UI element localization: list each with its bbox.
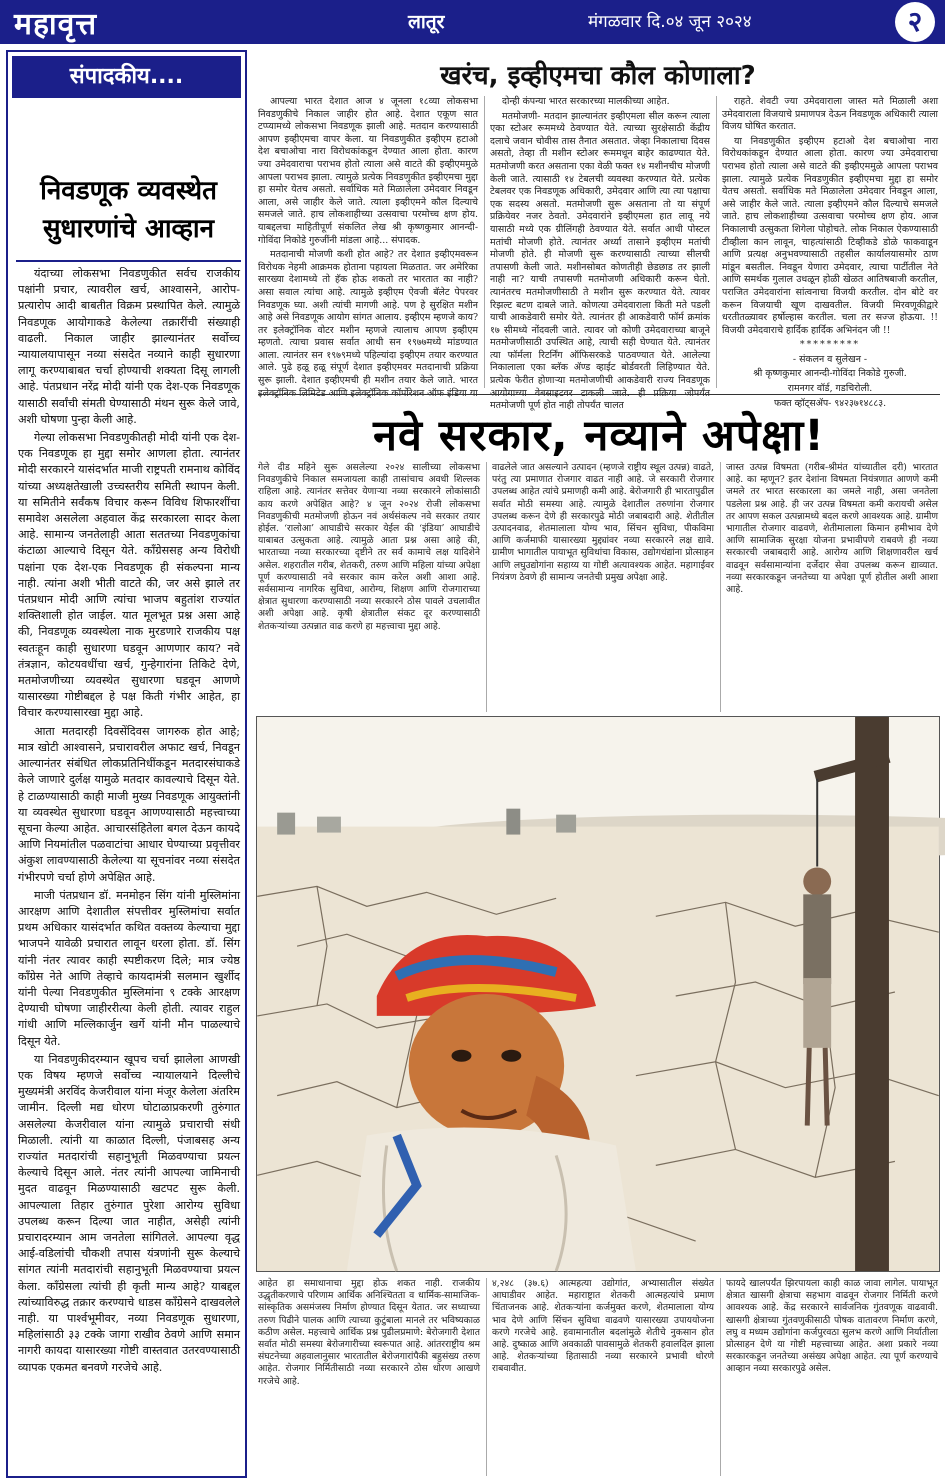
main-article-column-1: गेले दीड महिने सुरू असलेल्या २०२४ सालीच्या लोकसभा निवडणुकीचे निकाल समजायला काही तासांचाच अवधी शिल्लक राहिला आहे. त्यानंतर सत्तेवर येणाऱ्या नव्या सरकारने लोकांसाठी काय करणे अपेक्षित आहे? ४ जून २०२४ रोजी लोकसभा निवडणुकीची मतमोजणी होऊन नवं अर्थसंकल्प नवे सरकार तयार होईल. ‘रालोआ’ आघाडीचे सरकार येईल की ‘इंडिया’ आघाडीचे याबाबत उत्सुकता आहे. त्यामुळे आता प्रश्न असा आहे की, भारताच्या नव्या सरकारच्या दृष्टीने तर सर्व कामाचे लक्ष यादिशेने असेल. शहरातील गरीब, शेतकरी, तरुण आणि महिला यांच्या अपेक्षा पूर्ण करण्यासाठी नवे सरकार काम करेल अशी आशा आहे. सर्वसामान्य नागरिक सुविधा, आरोग्य, शिक्षण आणि रोजगाराच्या क्षेत्रात सुधारणा करण्यासाठी नव्या सरकारने ठोस पावले उचलावीत अशी अपेक्षा आहे. कृषी क्षेत्रातील संकट दूर करण्यासाठी शेतकऱ्यांच्या उत्पन्नात वाढ करणे हा महत्त्वाचा मुद्दा आहे. bbox=[258, 462, 480, 632]
editorial-section-label: संपादकीय.... bbox=[12, 56, 241, 98]
evm-article-column-3 bbox=[722, 96, 938, 409]
author-credit-line: फक्त व्हॉट्सॲप- ९४२३७१४८८३. bbox=[773, 397, 887, 409]
editorial-body bbox=[18, 266, 240, 1471]
newspaper-title: महावृत्त bbox=[14, 7, 98, 42]
column-rule bbox=[720, 1278, 721, 1476]
drought-farmer-illustration bbox=[256, 716, 940, 1272]
evm-article-headline: खरंच, इव्हीएमचा कौल कोणाला? bbox=[440, 61, 756, 91]
article-paragraph: राहते. शेवटी ज्या उमेदवाराला जास्त मते मिळाली अशा उमेदवाराला विजयाचे प्रमाणपत्र देऊन निवडणूक अधिकारी त्याला विजय घोषित करतात. bbox=[722, 96, 938, 133]
editorial-paragraph: यंदाच्या लोकसभा निवडणुकीत सर्वच राजकीय पक्षांनी प्रचार, त्यावरील खर्च, आश्वासने, आरोप-प्रत्यारोप आदी बाबतीत विक्रम प्रस्थापित केले. त्यामुळे निवडणूक आयोगाकडे केलेल्या तक्रारींची संख्याही वाढली. निकाल जाहीर झाल्यानंतर सर्वोच्च न्यायालयापासून नव्या संसदेत नव्याने काही सुधारणा लागू करण्याबाबत चर्चा होण्याची शक्यता दिसू लागली आहे. पंतप्रधान नरेंद्र मोदी यांनी एक देश-एक निवडणूक यासाठी सर्वांची संमती घेण्यासाठी मंथन सुरू केले जावे, अशी घोषणा पुन्हा केली आहे. bbox=[18, 267, 240, 426]
author-credit-line: - संकलन व सुलेखन - bbox=[792, 353, 868, 365]
main-article-headline: नवे सरकार, नव्याने अपेक्षा! bbox=[373, 411, 825, 461]
main-article-bottom-column-2: ४,२४८ (३७.६) आत्महत्या उद्योगांत, अभ्यासातील संख्येत आघाडीवर आहेत. महाराष्ट्रात शेतकरी आत्महत्यांचे प्रमाण चिंताजनक आहे. शेतकऱ्यांना कर्जमुक्त करणे, शेतमालाला योग्य भाव देणे आणि सिंचन सुविधा वाढवणे यासारख्या उपाययोजना करणे गरजेचे आहे. हवामानातील बदलांमुळे शेतीचे नुकसान होत आहे. दुष्काळ आणि अवकाळी पावसामुळे शेतकरी हवालदिल झाला आहे. शेतकऱ्यांच्या हितासाठी नव्या सरकारने प्रभावी धोरणे राबवावीत. bbox=[492, 1278, 714, 1375]
page-number: २ bbox=[895, 2, 935, 42]
main-article-column-3: जास्त उत्पन्न विषमता (गरीब-श्रीमंत यांच्यातील दरी) भारतात आहे. का म्हणून? इतर देशांना विषमता नियंत्रणात आणणे कमी जमले तर भारत सरकारला का जमले नाही, असा जनतेला पडलेला प्रश्न आहे. ही जर उत्पन्न विषमता कमी करायची असेल तर आपण सकल उत्पन्नामध्ये बदल करणे आवश्यक आहे. ग्रामीण भागातील रोजगार वाढवणे, शेतीमालाला किमान हमीभाव देणे आणि सामाजिक सुरक्षा योजना प्रभावीपणे राबवणे ही नव्या सरकारची जबाबदारी आहे. आरोग्य आणि शिक्षणावरील खर्च वाढवून सर्वसामान्यांना दर्जेदार सेवा उपलब्ध करून द्याव्यात. नव्या सरकारकडून जनतेच्या या अपेक्षा पूर्ण होतील अशी आशा आहे. bbox=[726, 462, 938, 596]
editorial-headline-line1: निवडणूक व्यवस्थेत bbox=[40, 176, 217, 206]
separator-stars: ********* bbox=[799, 339, 861, 351]
editorial-headline bbox=[16, 172, 241, 248]
author-credit-line: श्री कृष्णकुमार आनन्दी-गोविंदा निकोडे गुरुजी. bbox=[753, 368, 907, 380]
evm-article-column-2 bbox=[490, 96, 710, 412]
main-article-column-2: वाढलेले जात असल्याने उत्पादन (म्हणजे राष्ट्रीय स्थूल उत्पन्न) वाढते, परंतु त्या प्रमाणात रोजगार वाढत नाही आहे. जे सरकारी रोजगार उपलब्ध आहेत त्यांचे प्रमाणही कमी आहे. बेरोजगारी ही भारतापुढील सर्वात मोठी समस्या आहे. त्यामुळे देशातील तरुणांना रोजगार उपलब्ध करून देणे ही सरकारपुढे मोठी जबाबदारी आहे. शेतीतील उत्पादनवाढ, शेतमालाला योग्य भाव, सिंचन सुविधा, पीकविमा आणि कर्जमाफी यासारख्या मुद्द्यांवर नव्या सरकारने लक्ष द्यावे. ग्रामीण भागातील पायाभूत सुविधांचा विकास, उद्योगधंद्यांना प्रोत्साहन आणि लघुउद्योगांना सहाय्य या गोष्टी अत्यावश्यक आहेत. महागाईवर नियंत्रण ठेवणे ही सामान्य जनतेची प्रमुख अपेक्षा आहे. bbox=[492, 462, 714, 583]
edition-date: मंगळवार दि.०४ जून २०२४ bbox=[588, 12, 752, 32]
main-article-bottom-column-3: फायदे खालपर्यंत झिरपायला काही काळ जावा लागेल. पायाभूत क्षेत्रात खासगी क्षेत्राचा सहभाग वाढवून रोजगार निर्मिती करणे आवश्यक आहे. केंद्र सरकारने सार्वजनिक गुंतवणूक वाढवावी. खासगी क्षेत्राच्या गुंतवणुकीसाठी पोषक वातावरण निर्माण करणे, लघु व मध्यम उद्योगांना कर्जपुरवठा सुलभ करणे आणि निर्यातीला प्रोत्साहन देणे या गोष्टी महत्त्वाच्या आहेत. अशा प्रकारे नव्या सरकारकडून जनतेच्या असंख्य अपेक्षा आहेत. त्या पूर्ण करण्याचे आव्हान नव्या सरकारपुढे असेल. bbox=[726, 1278, 938, 1375]
article-paragraph: आपल्या भारत देशात आज ४ जूनला १८व्या लोकसभा निवडणुकीचे निकाल जाहीर होत आहे. देशात एकूण सात टप्प्यामध्ये लोकसभा निवडणूक झाली आहे. मतदान करण्यासाठी आपण इव्हीएमचा वापर केला. या निवडणुकीत इव्हीएम हटाओ देश बचाओचा नारा विरोधकांकडून देण्यात आला होता. कारण ज्या उमेदवाराचा पराभव होतो त्याला असे वाटते की इव्हीएममुळे आपला पराभव झाला. त्यामुळे प्रत्येक निवडणुकीत इव्हीएमचा मुद्दा हा समोर येतच असतो. सर्वाधिक मते मिळालेला उमेदवार निवडून आला, असे जाहीर केले जाते. त्याला इव्हीएमने कौल दिल्याचे समजले जाते. हाच लोकशाहीच्या उत्सवाचा परमोच्च क्षण होय. याबद्दलचा माहितीपूर्ण संकलित लेख श्री कृष्णकुमार आनन्दी-गोविंदा निकोडे गुरुजींनी मांडला आहे... संपादक. bbox=[258, 96, 478, 246]
editorial-divider bbox=[16, 260, 241, 262]
editorial-headline-line2: सुधारणांचे आव्हान bbox=[42, 214, 215, 244]
column-rule bbox=[486, 1278, 487, 1476]
author-credit-line: रामनगर वॉर्ड, गडचिरोली. bbox=[787, 383, 873, 395]
column-rule bbox=[716, 96, 717, 388]
editorial-paragraph: आता मतदारही दिवसेंदिवस जागरुक होत आहे; मात्र खोटी आश्वासने, प्रचारावरील अफाट खर्च, निवडून आल्यानंतर संबंधित लोकप्रतिनिधींकडून मतदारसंघाकडे केले जाणारे दुर्लक्ष यामुळे मतदार कावल्याचे दिसून येते. हे टाळण्यासाठी काही माजी मुख्य निवडणूक आयुक्तांनी या व्यवस्थेत सुधारणा घडवून आणण्यासाठी महत्त्वाच्या सूचना केल्या आहेत. आचारसंहितेला बगल देऊन कायदे आणि नियमांतील पळवाटांचा आधार घेण्याच्या प्रवृत्तीवर अंकुश लावण्यासाठी केलेल्या या सूचनांवर नव्या संसदेत गंभीरपणे चर्चा होणे अपेक्षित आहे. bbox=[18, 724, 240, 884]
main-article-bottom-column-1: आहेत हा समाधानाचा मुद्दा होऊ शकत नाही. राजकीय उद्धृतीकरणाचे परिणाम आर्थिक अनिश्चितता व धार्मिक-सामाजिक-सांस्कृतिक असमंजस्य निर्माण होण्यात दिसून येतात. जर सध्याच्या तरुण पिढीने पालक आणि त्याच्या कुटुंबाला मानले तर भविष्यकाळ कठीण असेल. महत्त्वाचे आर्थिक प्रश्न पुढीलप्रमाणे: बेरोजगारी देशात सर्वात मोठी समस्या बेरोजगारीच्या स्वरूपात आहे. आंतरराष्ट्रीय श्रम संघटनेच्या अहवालानुसार भारतातील बेरोजगारांपैकी बहुसंख्य तरुण आहेत. रोजगार निर्मितीसाठी नव्या सरकारने ठोस धोरण आखणे गरजेचे आहे. bbox=[258, 1278, 480, 1387]
article-paragraph: मतमोजणी- मतदान झाल्यानंतर इव्हीएमला सील करून त्याला एका स्टोअर रूममध्ये ठेवण्यात येते. त्याच्या सुरक्षेसाठी केंद्रीय दलाचे जवान चोवीस तास तैनात असतात. जेव्हा निकालाचा दिवस असतो, तेव्हा ती मशीन स्टोअर रूममधून बाहेर काढण्यात येते. मतमोजणी करत असताना एका वेळी फक्त १४ मशीनचीच मोजणी केली जाते. त्यासाठी १४ टेबलची व्यवस्था करण्यात येते. प्रत्येक टेबलवर एक निवडणूक अधिकारी, उमेदवार आणि त्या त्या पक्षाचा एक सदस्य असतो. मतमोजणी सुरू असताना तो या संपूर्ण प्रक्रियेवर नजर ठेवतो. उमेदवारांने इव्हीएमला हात लावू नये यासाठी मध्ये एक ग्रीलिंगही ठेवण्यात येते. सर्वात आधी पोस्टल मतांची मोजणी होते. त्यानंतर अर्ध्या तासाने इव्हीएम मतांची मोजणी होते. ही मोजणी सुरू करण्यासाठी त्याच्या सीलची तपासणी केली जाते. मशीनसोबत कोणतीही छेडछाड तर झाली नाही ना? याची तपासणी मतमोजणी अधिकारी करून घेतो. त्यानंतरच मतमोजणीसाठी ते मशीन सुरू करण्यात येते. त्यावर रिझल्ट बटण दाबले जाते. कोणत्या उमेदवाराला किती मते पडली याची आकडेवारी समोर येते. त्यानंतर ही आकडेवारी फॉर्म क्रमांक १७ सीमध्ये नोंदवली जाते. त्यावर जो कोणी उमेदवाराच्या बाजूने मतमोजणीसाठी उपस्थित आहे, त्याची सही घेण्यात येते. त्यानंतर त्या फॉर्मला रिटर्निंग ऑफिसरकडे पाठवण्यात येते. आलेल्या निकालाला एका ब्लॅक ॲण्ड व्हाईट बोर्डवरती लिहिण्यात येते. प्रत्येक फेरीत होणाऱ्या मतमोजणीची आकडेवारी राज्य निवडणूक आयोगाच्या वेबसाइटवर टाकली जाते. ही प्रक्रिया जोपर्यंत मतमोजणी पूर्ण होत नाही तोपर्यंत चालत bbox=[490, 110, 710, 412]
article-paragraph: या निवडणुकीत इव्हीएम हटाओ देश बचाओचा नारा विरोधकांकडून देण्यात आला होता. कारण ज्या उमेदवाराचा पराभव होतो त्याला असे वाटते की इव्हीएममुळे आपला पराभव झाला. त्यामुळे प्रत्येक निवडणुकीत इव्हीएमचा मुद्दा हा समोर येतच असतो. सर्वाधिक मते मिळालेला उमेदवार निवडून आला, असे जाहीर केले जाते. त्याला इव्हीएमने कौल दिल्याचे समजले जाते. हाच लोकशाहीच्या उत्सवाचा परमोच्च क्षण होय. आज निकालाची उत्सुकता शिगेला पोहोचते. लोक निकाल ऐकण्यासाठी टीव्हीला कान लावून, चाहत्यांसाठी टिव्हीकडे डोळे फाकवाडून आणि प्रत्यक्ष अनुभवण्यासाठी तहसील कार्यालयासमोर ठाण मांडून बसतील. निवडून येणारा उमेदवार, त्याचा पार्टीतील नेते आणि समर्थक गुलाल उधळून होळी खेळत आतिषबाजी करतील, पराजित उमेदवारांना सांत्वनाचा विजयी करतील. दोन बोटे वर करून विजयाची खूण दाखवतील. विजयी मिरवणूकीद्वारे धरतीतळ्यावर हर्षोल्हास करतील. चला तर सज्ज होऊया. !! विजयी उमेदवाराचे हार्दिक हार्दिक अभिनंदन जी !! bbox=[722, 135, 938, 336]
editorial-paragraph: या निवडणुकीदरम्यान खूपच चर्चा झालेला आणखी एक विषय म्हणजे सर्वोच्च न्यायालयाने दिल्लीचे मुख्यमंत्री अरविंद केजरीवाल यांना मंजूर केलेला अंतरिम जामीन. दिल्ली मद्य धोरण घोटाळाप्रकरणी तुरुंगात असलेल्या केजरीवाल यांना त्यामुळे प्रचाराची संधी मिळाली. त्यांनी या काळात दिल्ली, पंजाबसह अन्य राज्यांत मतदारांची सहानुभूती मिळवण्याचा प्रयत्न केल्याचे दिसून आले. नंतर त्यांनी आपल्या जामिनाची मुदत वाढवून मिळण्यासाठी खटपट सुरू केली. आपल्याला तिहार तुरुंगात पुरेशा आरोग्य सुविधा उपलब्ध करून दिल्या जात नाहीत, असेही त्यांनी प्रचारादरम्यान आम जनतेला सांगितले. आपल्या वृद्ध आई-वडिलांची चौकशी तपास यंत्रणांनी सुरू केल्याचे सांगत त्यांनी मतदारांची सहानुभूती मिळवण्याचा प्रयत्न केला. काँग्रेसला त्यांची ही कृती मान्य आहे? याबद्दल त्यांच्याविरुद्ध तक्रार करण्याचे धाडस काँग्रेसने दाखवलेले नाही. या पार्श्वभूमीवर, नव्या निवडणूक सुधारणा, महिलांसाठी ३३ टक्के जागा राखीव ठेवणे आणि समान नागरी कायदा यासारख्या गोष्टी वास्तवात उतरवण्यासाठी व्यापक एकमत बनवणे गरजेचे आहे. bbox=[18, 1052, 240, 1374]
section-divider bbox=[258, 394, 940, 395]
column-rule bbox=[484, 96, 485, 388]
column-rule bbox=[486, 462, 487, 712]
edition-city: लातूर bbox=[408, 11, 445, 33]
article-paragraph: मतदानाची मोजणी कशी होत आहे? तर देशात इव्हीएमवरून विरोधक नेहमी आक्रमक होताना पहायला मिळतात. जर अमेरिका सारख्या देशामध्ये तो हॅक होऊ शकतो तर भारतात का नाही? असा सवाल त्यांचा आहे. त्यामुळे इव्हीएम ऐवजी बॅलेट पेपरवर निवडणूक घ्या. अशी त्यांची मागणी आहे. पण हे सुरक्षित मशीन आहे असे निवडणूक आयोग सांगत आलाय. इव्हीएम म्हणजे काय? तर इलेक्ट्रॉनिक वोटर मशीन म्हणजे त्यालाच आपण इव्हीएम म्हणतो. त्याचा प्रवास सर्वात आधी सन १९७७मध्ये मांडण्यात आला. त्यानंतर सन १९७९मध्ये पहिल्यांदा इव्हीएम तयार करण्यात आले. पुढे हळू हळू संपूर्ण देशात इव्हीएमवर मतदानाची प्रक्रिया सुरू झाली. देशात इव्हीएमची ही मशीन तयार केले जाते. भारत इलेक्ट्रॉनिक लिमिटेड आणि इलेक्ट्रॉनिक कॉर्पोरेशन ऑफ इंडिया या bbox=[258, 249, 478, 399]
editorial-paragraph: गेल्या लोकसभा निवडणुकीतही मोदी यांनी एक देश- एक निवडणूक हा मुद्दा समोर आणला होता. त्यानंतर मोदी सरकारने यासंदर्भात माजी राष्ट्रपती रामनाथ कोविंद यांच्या अध्यक्षतेखाली उच्चस्तरीय समिती स्थापन केली. या समितीने सर्वंकष विचार करून विविध शिफारशींचा समावेश असलेला अहवाल केंद्र सरकारला सादर केला आहे. सामान्य जनतेलाही आता सततच्या निवडणुकांचा कंटाळा आल्याचे दिसून येते. काँग्रेससह अन्य विरोधी पक्षांना एक देश-एक निवडणूक ही संकल्पना मान्य नाही. त्यांना अशी भीती वाटते की, जर असे झाले तर पंतप्रधान मोदी आणि त्यांचा भाजप बहुतांश राज्यांत शक्तिशाली होत जाईल. यात मूलभूत प्रश्न असा आहे की, निवडणूक व्यवस्थेला नाक मुरडणारे राजकीय पक्ष स्वतःहून काही सुधारणा घडवून आणणार काय? नवे तंत्रज्ञान, कोटयवधींचा खर्च, गुन्हेगारांना तिकिटे देणे, मतमोजणीच्या व्यवस्थेत सुधारणा घडवून आणणे यासारख्या गोष्टीबद्दल हे पक्ष किती गंभीर आहेत, हा विचार करण्यासारखा मुद्दा आहे. bbox=[18, 431, 240, 720]
article-paragraph: दोन्ही कंपन्या भारत सरकारच्या मालकीच्या आहेत. bbox=[502, 96, 670, 107]
editorial-column bbox=[6, 50, 247, 1478]
masthead bbox=[0, 0, 945, 44]
evm-article-column-1 bbox=[258, 96, 478, 399]
drought-illustration-svg bbox=[257, 717, 939, 1271]
editorial-paragraph: माजी पंतप्रधान डॉ. मनमोहन सिंग यांनी मुस्लिमांना आरक्षण आणि देशातील संपत्तीवर मुस्लिमांचा सर्वात प्रथम अधिकार यासंदर्भात कथित वक्तव्य केल्याचा मुद्दा भाजपने यावेळी प्रचारात लावून धरला होता. डॉ. सिंग यांनी नंतर त्यावर काही स्पष्टीकरण दिले; मात्र ज्येष्ठ काँग्रेस नेते आणि तेव्हाचे कायदामंत्री सलमान खुर्शीद यांनी पेल्या निवडणुकीत मुस्लिमांना ९ टक्के आरक्षण देण्याची घोषणा जाहीररीत्या केली होती. त्यावर राहुल गांधी आणि मल्लिकार्जुन खर्गे यांनी मौन पाळल्याचे दिसून येते. bbox=[18, 888, 240, 1048]
column-rule bbox=[720, 462, 721, 712]
